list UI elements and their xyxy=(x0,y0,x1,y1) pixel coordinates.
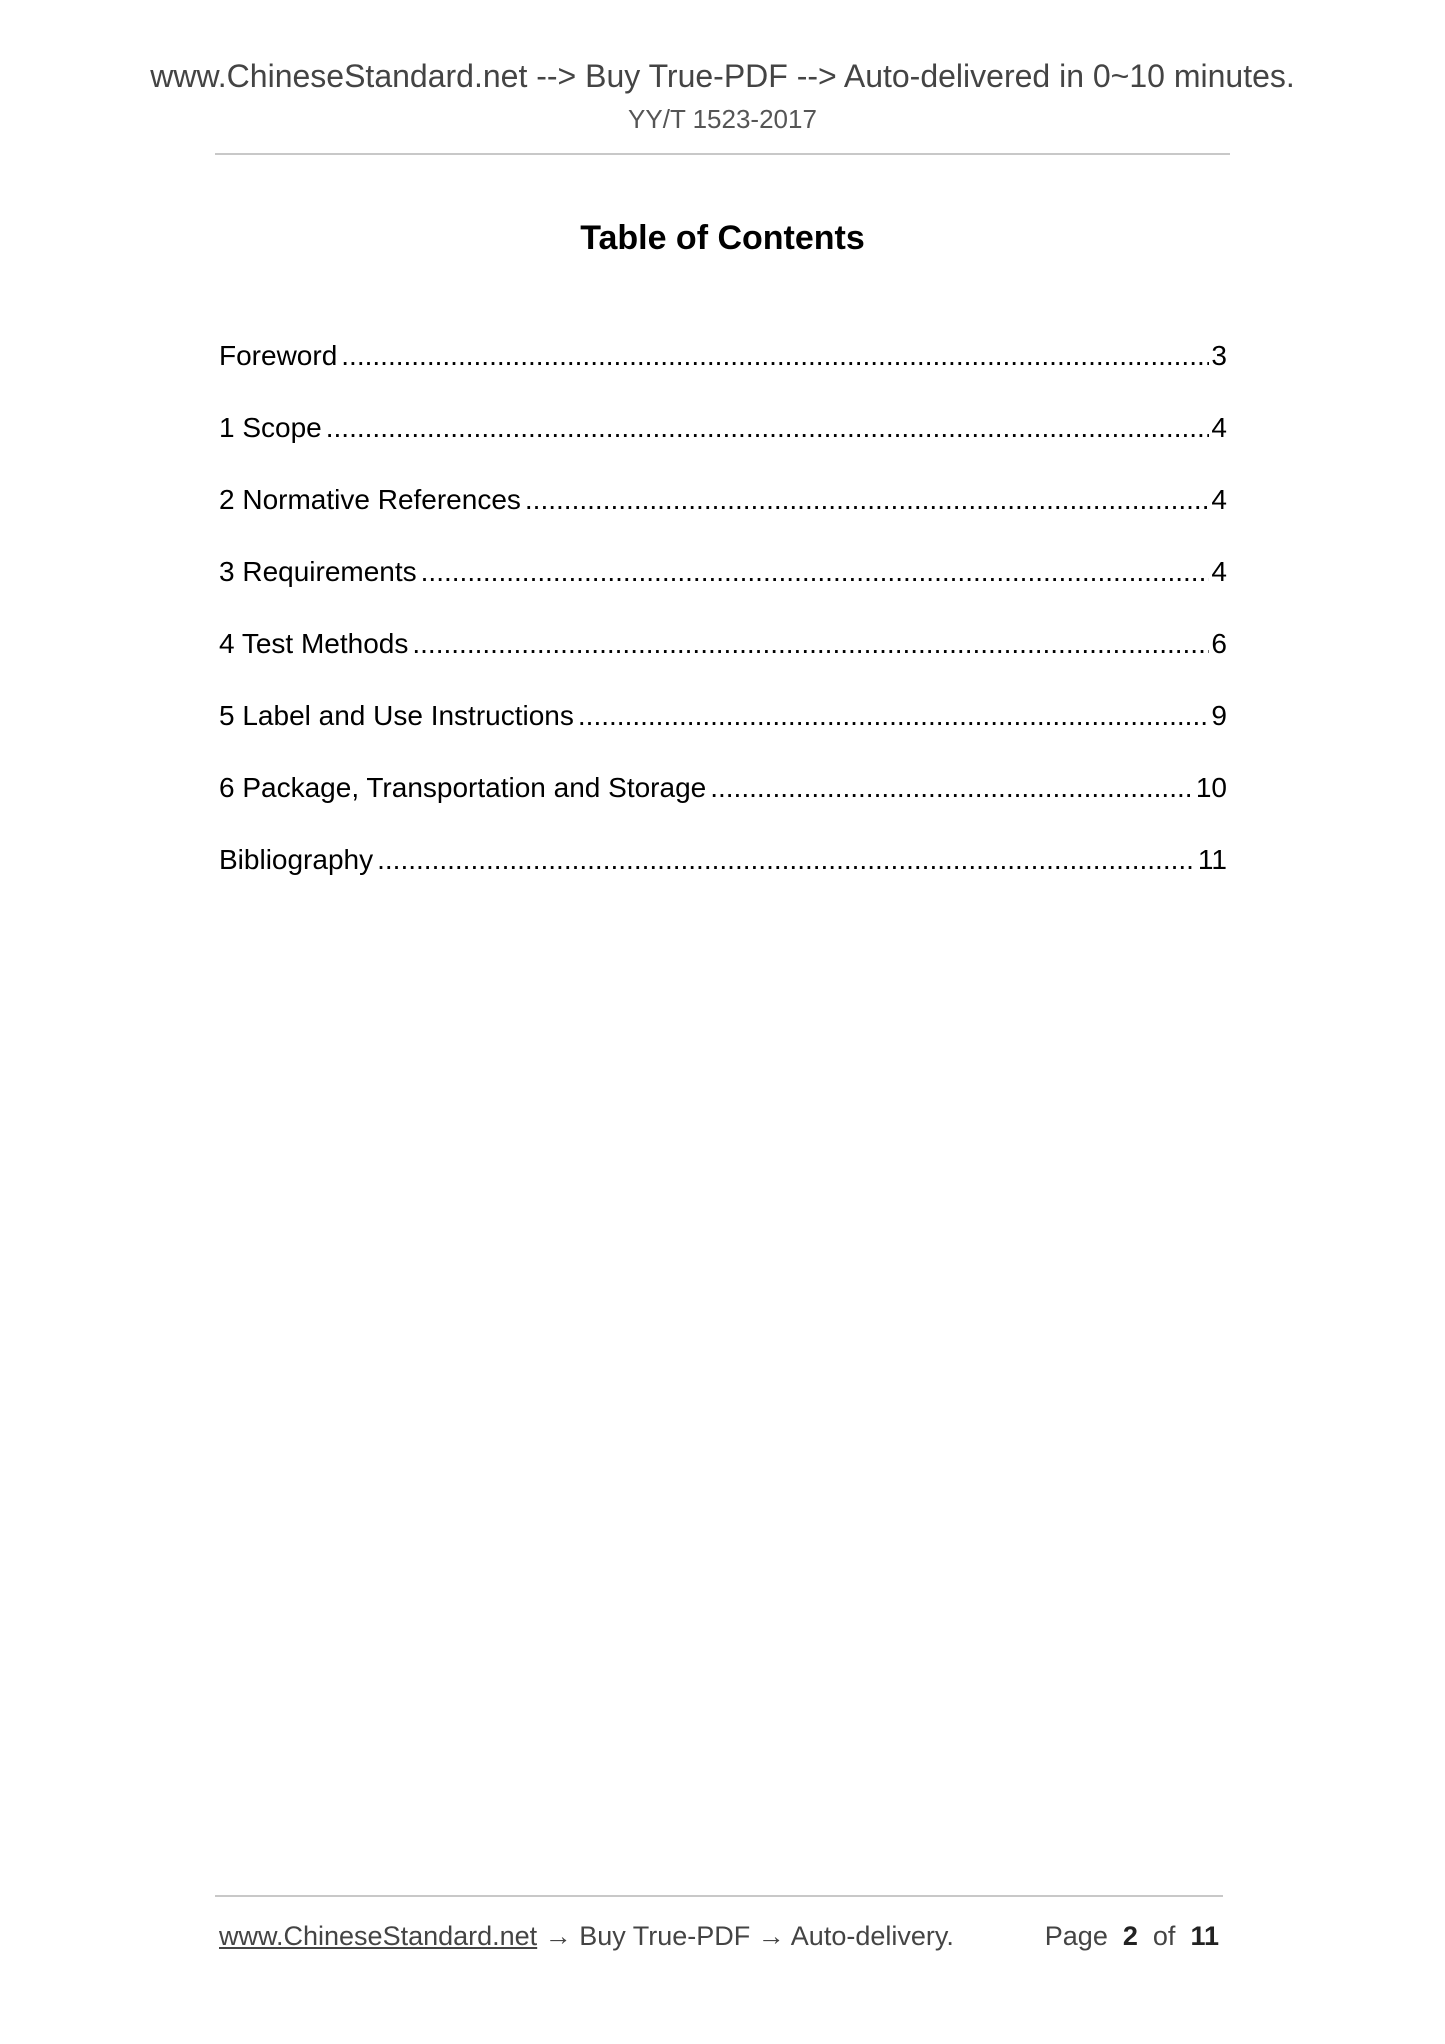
toc-entry-label: 5 Label and Use Instructions xyxy=(219,700,574,731)
toc-entry-page: 9 xyxy=(1211,700,1227,731)
toc-entry-label-and-use-instructions[interactable] xyxy=(219,696,1227,768)
toc-leader-dots xyxy=(421,552,1210,592)
toc-entry-label: 2 Normative References xyxy=(219,484,521,515)
footer-delivery-text: Auto-delivery. xyxy=(790,1921,954,1951)
toc-entry-page: 4 xyxy=(1211,412,1227,443)
toc-entry-page: 4 xyxy=(1211,484,1227,515)
toc-leader-dots xyxy=(578,696,1210,736)
toc-entry-label: 4 Test Methods xyxy=(219,628,409,659)
toc-entry-label: Foreword xyxy=(219,340,338,371)
toc-entry-page: 3 xyxy=(1211,340,1227,371)
toc-entry-label: 1 Scope xyxy=(219,412,322,443)
arrow-right-icon: → xyxy=(544,1921,572,1951)
toc-entry-test-methods[interactable] xyxy=(219,624,1227,696)
toc-leader-dots xyxy=(525,480,1210,520)
of-word: of xyxy=(1152,1921,1176,1951)
toc-entry-page: 6 xyxy=(1211,628,1227,659)
footer-promo xyxy=(219,1916,954,1956)
header-banner: www.ChineseStandard.net --> Buy True-PDF --> Auto-delivered in 0~10 minutes. xyxy=(150,58,1295,94)
standard-id: YY/T 1523-2017 xyxy=(628,104,817,134)
toc-leader-dots xyxy=(710,768,1194,808)
toc-entry-scope[interactable] xyxy=(219,408,1227,480)
toc-title: Table of Contents xyxy=(580,219,865,257)
toc-entry-label: 6 Package, Transportation and Storage xyxy=(219,772,707,803)
toc-entry-requirements[interactable] xyxy=(219,552,1227,624)
page-word: Page xyxy=(1044,1921,1108,1951)
footer-divider xyxy=(215,1895,1223,1897)
toc-leader-dots xyxy=(377,840,1196,880)
toc-entry-page: 11 xyxy=(1197,844,1227,875)
header-divider xyxy=(215,153,1230,155)
toc-entry-package-transportation-storage[interactable] xyxy=(219,768,1227,840)
page-number xyxy=(1045,1916,1219,1956)
toc-entry-normative-references[interactable] xyxy=(219,480,1227,552)
arrow-right-icon: → xyxy=(757,1921,785,1951)
footer-site-link[interactable]: www.ChineseStandard.net xyxy=(219,1921,538,1951)
total-pages-number: 11 xyxy=(1190,1921,1219,1951)
toc-list xyxy=(219,336,1227,912)
current-page-number: 2 xyxy=(1122,1921,1138,1951)
toc-leader-dots xyxy=(412,624,1209,664)
toc-leader-dots xyxy=(326,408,1210,448)
toc-entry-label: 3 Requirements xyxy=(219,556,417,587)
toc-entry-bibliography[interactable] xyxy=(219,840,1227,912)
toc-entry-page: 4 xyxy=(1211,556,1227,587)
footer-buy-text: Buy True-PDF xyxy=(579,1921,751,1951)
toc-entry-page: 10 xyxy=(1195,772,1227,803)
toc-entry-foreword[interactable] xyxy=(219,336,1227,408)
page-footer xyxy=(219,1916,1223,1956)
toc-leader-dots xyxy=(341,336,1209,376)
toc-entry-label: Bibliography xyxy=(219,844,374,875)
